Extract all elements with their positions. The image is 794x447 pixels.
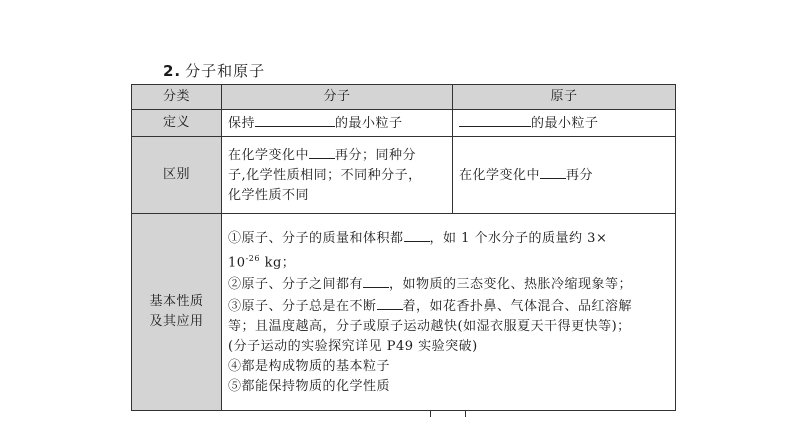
header-molecule: 分子: [222, 85, 453, 110]
difference-atom-pre: 在化学变化中: [459, 168, 541, 183]
property-item-5: ⑤都能保持物质的化学性质: [228, 379, 391, 395]
fill-blank: [459, 112, 531, 127]
property-item-3-note: (分子运动的实验探究详见 P49 实验突破): [228, 339, 478, 355]
properties-label: [132, 214, 222, 411]
property-item-3: [228, 295, 669, 317]
text-segment: 在化学变化中: [228, 148, 310, 163]
fill-blank: [540, 164, 566, 179]
definition-atom-cell: [453, 110, 676, 137]
fill-blank: [363, 273, 389, 288]
text-segment: kg；: [259, 255, 296, 271]
exponent: -26: [245, 253, 260, 263]
section-heading: [163, 60, 265, 81]
text-segment: 着，如花香扑鼻、气体混合、品红溶解: [402, 299, 633, 315]
property-item-3-cont: 等；且温度越高，分子或原子运动越快(如湿衣服夏天干得更快等)；: [228, 319, 631, 335]
properties-label-line: 及其应用: [149, 314, 204, 329]
definition-label: 定义: [132, 110, 222, 137]
header-row: [132, 85, 676, 110]
property-item-2: [228, 273, 669, 295]
text-segment: ①原子、分子的质量和体积都: [228, 230, 404, 246]
difference-atom-post: 再分: [566, 168, 594, 183]
property-item-4: ④都是构成物质的基本粒子: [228, 359, 391, 375]
property-item-1: [228, 227, 669, 249]
fill-blank: [404, 227, 430, 242]
properties-row: [132, 214, 676, 411]
text-segment: ③原子、分子总是在不断: [228, 299, 377, 315]
section-number: 2.: [163, 62, 182, 80]
section-title: 分子和原子: [185, 62, 266, 80]
definition-molecule-post: 的最小粒子: [335, 116, 403, 131]
definition-molecule-pre: 保持: [228, 116, 256, 131]
difference-label: 区别: [132, 137, 222, 214]
definition-row: [132, 110, 676, 137]
difference-molecule-line: [228, 144, 446, 166]
page-edge-mark: [430, 410, 466, 417]
fill-blank: [255, 112, 335, 127]
difference-atom-cell: [453, 137, 676, 214]
text-segment: ②原子、分子之间都有: [228, 277, 364, 293]
text-segment: ，如 1 个水分子的质量约 3×: [429, 230, 608, 246]
definition-molecule-cell: [222, 110, 453, 137]
fill-blank: [309, 144, 335, 159]
properties-cell: [222, 214, 676, 411]
difference-molecule-cell: [222, 137, 453, 214]
difference-molecule-line: 子,化学性质相同；不同种分子，: [228, 168, 422, 183]
difference-molecule-line: 化学性质不同: [228, 188, 310, 203]
text-segment: 10: [228, 255, 246, 271]
header-category: 分类: [132, 85, 222, 110]
properties-label-line: 基本性质: [149, 294, 204, 309]
comparison-table: [131, 84, 676, 411]
property-item-1-cont: [228, 249, 669, 273]
definition-atom-post: 的最小粒子: [531, 116, 599, 131]
fill-blank: [377, 295, 403, 310]
difference-row: [132, 137, 676, 214]
text-segment: ，如物质的三态变化、热胀冷缩现象等；: [389, 277, 633, 293]
text-segment: 再分；同种分: [335, 148, 417, 163]
header-atom: 原子: [453, 85, 676, 110]
